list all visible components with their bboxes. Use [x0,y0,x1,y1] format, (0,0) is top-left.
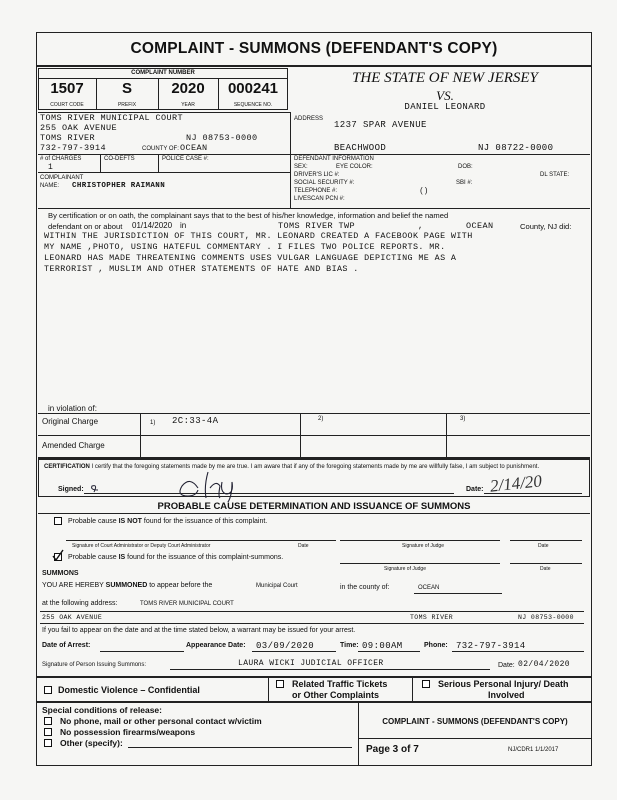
sex-label: SEX: [294,164,308,170]
statement-in-label: in [180,221,187,230]
appearance-time-label: Time: [340,642,359,649]
charge-1-number: 1) [150,420,156,426]
judge-signature-label-1: Signature of Judge [402,543,444,549]
no-firearms-label: No possession firearms/weapons [60,727,196,737]
defendant-city: BEACHWOOD [334,143,387,153]
violation-label: in violation of: [48,404,97,413]
charge-2-number: 2) [318,416,324,422]
page-number: Page 3 of 7 [366,744,419,755]
defendant-name: DANIEL LEONARD [404,102,486,112]
license-label: DRIVER'S LIC #: [294,172,340,178]
judge-date-label-2: Date [540,566,551,572]
other-condition-label: Other (specify): [60,738,123,748]
related-traffic-checkbox[interactable] [276,680,284,688]
county-suffix: County, NJ did: [520,222,572,231]
appearance-date-label: Appearance Date: [186,642,246,649]
probable-cause-found-text: Probable cause IS found for the issuance of this complaint-summons. [68,554,284,561]
year-label: YEAR [181,102,195,108]
form-id: NJ/CDR1 1/1/2017 [508,747,559,753]
complainant-name: CHRISTOPHER RAIMANN [72,182,166,190]
offense-county: OCEAN [466,221,494,231]
domestic-violence-checkbox[interactable] [44,686,52,694]
charge-1-code: 2C:33-4A [172,416,219,426]
serious-injury-label-2: Involved [488,690,525,700]
court-city: TOMS RIVER [40,133,96,143]
complainant-label: COMPLAINANT [40,175,84,181]
statement-line-3: LEONARD HAS MADE THREATENING COMMENTS USES VULGAR LANGUAGE DEPICTING ME AS A [44,253,457,263]
telephone-label: TELEPHONE #: [294,188,338,194]
summons-address-prefix: at the following address: [42,600,118,607]
judge-signature-label-2: Signature of Judge [384,566,426,572]
court-admin-date-label: Date [298,543,309,549]
summons-phone: 732-797-3914 [456,641,526,651]
prefix: S [121,80,132,97]
year: 2020 [171,80,205,97]
court-admin-signature-label: Signature of Court Administrator or Deputy Court Administrator [72,543,211,549]
amended-charge-label: Amended Charge [42,441,105,450]
sequence-label: SEQUENCE NO. [233,102,273,108]
probable-cause-heading: PROBABLE CAUSE DETERMINATION AND ISSUANCE OF SUMMONS [157,501,471,512]
summons-appear-text: YOU ARE HEREBY SUMMONED to appear before the [42,582,213,589]
complaint-number-label: COMPLAINT NUMBER [131,70,195,76]
other-condition-checkbox[interactable] [44,739,52,747]
sequence-number: 000241 [227,80,279,97]
defendant-info-label: DEFENDANT INFORMATION [294,156,374,162]
dl-state-label: DL STATE: [540,172,570,178]
statement-intro: By certification or on oath, the complainant says that to the best of his/her knowledge, information and belief the named [48,211,449,220]
statement-line-2: MY NAME ,PHOTO, USING HATEFUL COMMENTARY . I FILES TWO POLICE REPORTS. MR. [44,242,446,252]
codefts-label: CO-DEFTS [104,156,135,162]
defendant-state-zip: NJ 08722-0000 [478,143,554,153]
offense-municipality: TOMS RIVER TWP [278,221,356,231]
telephone-value: ( ) [420,186,428,195]
summons-state-zip: NJ 08753-0000 [518,614,574,621]
livescan-label: LIVESCAN PCN #: [294,196,345,202]
court-type: Municipal Court [256,583,298,589]
signed-label: Signed: [58,486,84,493]
police-case-label: POLICE CASE #: [162,156,209,162]
form-title: COMPLAINT - SUMMONS (DEFENDANT'S COPY) [130,40,498,57]
judge-date-label-1: Date [538,543,549,549]
no-contact-checkbox[interactable] [44,717,52,725]
summons-county-prefix: in the county of: [340,584,390,591]
probable-cause-not-found-text: Probable cause IS NOT found for the issuance of this complaint. [68,518,268,525]
complainant-name-label: NAME: [40,183,60,189]
offense-date: 01/14/2020 [132,221,173,230]
no-firearms-checkbox[interactable] [44,728,52,736]
summons-warning: If you fail to appear on the date and at the time stated below, a warrant may be issued for your arrest. [42,627,356,634]
issuer-label: Signature of Person Issuing Summons: [42,662,147,668]
county-label: COUNTY OF: [142,146,179,152]
related-traffic-label: Related Traffic Tickets [292,679,388,689]
issue-date-label: Date: [498,662,515,669]
dob-label: DOB: [458,164,473,170]
court-state-zip: NJ 08753-0000 [186,133,258,143]
summons-heading: SUMMONS [42,570,79,577]
certification-heading: CERTIFICATION [44,464,90,470]
vs-caption: VS. [436,88,454,103]
complainant-signature [90,466,290,502]
address-label: ADDRESS [294,116,324,122]
probable-cause-not-found-checkbox[interactable] [54,517,62,525]
original-charge-label: Original Charge [42,417,99,426]
statement-line-4: TERRORIST , MUSLIM AND OTHER STATEMENTS OF HATE AND BIAS . [44,264,359,274]
certification-text: I certify that the foregoing statements made by me are true. I am aware that if any of the foregoing statements made by me are willfully false, I am subject to punishment. [91,464,540,470]
issue-date: 02/04/2020 [518,660,571,669]
court-county: OCEAN [180,143,208,153]
charge-3-number: 3) [460,416,466,422]
appearance-time: 09:00AM [362,641,403,651]
eye-color-label: EYE COLOR: [336,164,373,170]
summons-city: TOMS RIVER [410,614,454,621]
ssn-label: SOCIAL SECURITY #: [294,180,355,186]
state-caption: THE STATE OF NEW JERSEY [352,70,538,86]
court-code-label: COURT CODE [50,102,84,108]
summons-street: 255 OAK AVENUE [42,614,103,621]
statement-date-prefix: defendant on or about [48,222,123,231]
summons-county: OCEAN [418,585,440,591]
court-code: 1507 [50,80,84,97]
serious-injury-label: Serious Personal Injury/ Death [438,679,569,689]
release-conditions-heading: Special conditions of release: [42,705,162,715]
issuer-name: LAURA WICKI JUDICIAL OFFICER [238,659,384,668]
certification-date-label: Date: [466,486,484,493]
summons-court-name: TOMS RIVER MUNICIPAL COURT [140,601,234,607]
court-name: TOMS RIVER MUNICIPAL COURT [40,113,184,123]
prefix-label: PREFIX [117,102,137,108]
charges-count-label: # of CHARGES [40,156,82,162]
court-phone: 732-797-3914 [40,143,107,153]
related-traffic-label-2: or Other Complaints [292,690,380,700]
serious-injury-checkbox[interactable] [422,680,430,688]
checkmark-icon [52,549,64,561]
domestic-violence-label: Domestic Violence – Confidential [58,685,200,695]
arrest-date-label: Date of Arrest: [42,642,91,649]
no-contact-label: No phone, mail or other personal contact w/victim [60,716,262,726]
defendant-address: 1237 SPAR AVENUE [334,120,427,130]
copy-label: COMPLAINT - SUMMONS (DEFENDANT'S COPY) [382,717,568,726]
statement-comma: , [418,221,424,231]
certification-handwritten-date: 2/14/20 [489,471,543,496]
sbi-label: SBI #: [456,180,473,186]
court-street: 255 OAK AVENUE [40,123,118,133]
statement-line-1: WITHIN THE JURISDICTION OF THIS COURT, MR. LEONARD CREATED A FACEBOOK PAGE WITH [44,231,473,241]
court-phone-label: Phone: [424,642,448,649]
title-divider [36,65,592,67]
charges-count: 1 [48,163,54,172]
appearance-date: 03/09/2020 [256,641,315,651]
